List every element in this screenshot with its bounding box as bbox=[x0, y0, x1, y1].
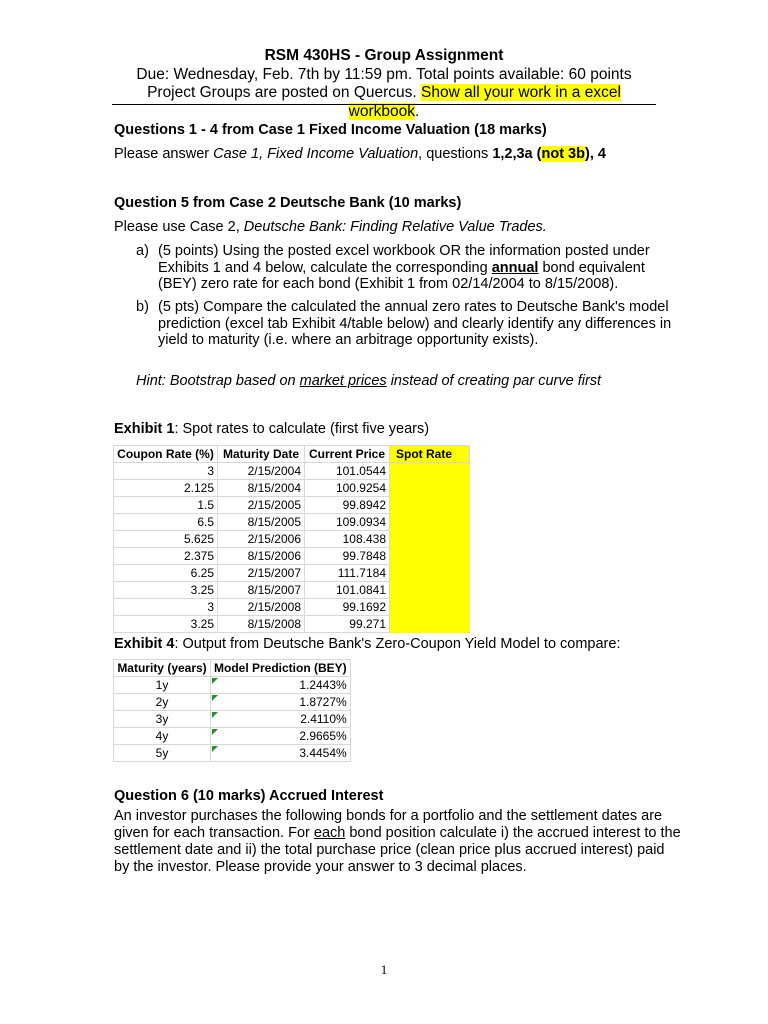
spot-rate-cell bbox=[390, 463, 470, 480]
table-cell: 5.625 bbox=[114, 531, 218, 548]
table-cell: 3 bbox=[114, 599, 218, 616]
table-cell: 2/15/2007 bbox=[218, 565, 305, 582]
exhibit4-label: Exhibit 4 bbox=[114, 636, 175, 652]
table-cell: 101.0841 bbox=[305, 582, 390, 599]
assignment-title: RSM 430HS - Group Assignment bbox=[264, 47, 504, 64]
exhibit1-caption-text: : Spot rates to calculate (first five years) bbox=[174, 421, 430, 437]
cell-flag-icon bbox=[212, 729, 218, 735]
groups-end: . bbox=[415, 103, 420, 120]
column-header: Model Prediction (BEY) bbox=[211, 660, 351, 677]
q5-intro-text: Please use Case 2, bbox=[114, 219, 244, 235]
table-row bbox=[114, 582, 470, 599]
q5b-line-3: yield to maturity (i.e. where an arbitrage opportunity exists). bbox=[158, 332, 539, 348]
exhibit1-label: Exhibit 1 bbox=[114, 421, 175, 437]
table-cell: 6.25 bbox=[114, 565, 218, 582]
table-row bbox=[114, 463, 470, 480]
table-row bbox=[114, 531, 470, 548]
q5-heading: Question 5 from Case 2 Deutsche Bank (10 marks) bbox=[114, 195, 462, 211]
q1-4-instructions bbox=[114, 146, 606, 163]
spot-rate-cell bbox=[390, 582, 470, 599]
q1-4-heading: Questions 1 - 4 from Case 1 Fixed Income Valuation (18 marks) bbox=[114, 122, 547, 138]
spot-rate-cell bbox=[390, 548, 470, 565]
each-emphasis: each bbox=[313, 825, 346, 841]
case2-title: Deutsche Bank: Finding Relative Value Trades. bbox=[243, 219, 547, 235]
annual-emphasis: annual bbox=[491, 259, 539, 276]
case1-title: Case 1, Fixed Income Valuation bbox=[213, 146, 419, 162]
q6-text: bond position calculate i) the accrued interest to the bbox=[345, 825, 681, 841]
hint-text: Hint: Bootstrap based on bbox=[136, 373, 300, 389]
table-row bbox=[114, 711, 351, 728]
table-row bbox=[114, 480, 470, 497]
q1-4-text: , questions bbox=[418, 146, 493, 162]
model-prediction-cell bbox=[211, 745, 351, 762]
q5-intro bbox=[114, 219, 547, 236]
cell-flag-icon bbox=[212, 678, 218, 684]
table-row bbox=[114, 497, 470, 514]
table-cell: 99.7848 bbox=[305, 548, 390, 565]
table-row bbox=[114, 616, 470, 633]
q6-heading: Question 6 (10 marks) Accrued Interest bbox=[114, 788, 384, 804]
exhibit4-table bbox=[113, 659, 351, 762]
maturity-cell: 4y bbox=[114, 728, 211, 745]
table-cell: 2/15/2006 bbox=[218, 531, 305, 548]
prediction-value: 2.9665% bbox=[299, 729, 347, 743]
cell-flag-icon bbox=[212, 746, 218, 752]
model-prediction-cell bbox=[211, 711, 351, 728]
maturity-cell: 1y bbox=[114, 677, 211, 694]
table-cell: 8/15/2006 bbox=[218, 548, 305, 565]
q5b-line-2: prediction (excel tab Exhibit 4/table below) and clearly identify any differences in bbox=[158, 315, 672, 332]
table-cell: 8/15/2005 bbox=[218, 514, 305, 531]
q6-line-3: settlement date and ii) the total purchase price (clean price plus accrued interest) paid bbox=[114, 842, 665, 858]
cell-flag-icon bbox=[212, 712, 218, 718]
exhibit4-caption-text: : Output from Deutsche Bank's Zero-Coupon Yield Model to compare: bbox=[174, 636, 621, 652]
question-list: 1,2,3a ( bbox=[492, 146, 542, 162]
spot-rate-cell bbox=[390, 480, 470, 497]
spot-rate-cell bbox=[390, 531, 470, 548]
table-cell: 2.125 bbox=[114, 480, 218, 497]
table-row bbox=[114, 514, 470, 531]
table-cell: 99.8942 bbox=[305, 497, 390, 514]
table-cell: 2.375 bbox=[114, 548, 218, 565]
column-header: Current Price bbox=[305, 446, 390, 463]
maturity-cell: 5y bbox=[114, 745, 211, 762]
excel-workbook-highlight: Show all your work in a excel workbook bbox=[348, 84, 621, 120]
list-marker-a: a) bbox=[136, 243, 149, 259]
due-line: Due: Wednesday, Feb. 7th by 11:59 pm. Total points available: 60 points bbox=[136, 66, 632, 83]
table-cell: 2/15/2008 bbox=[218, 599, 305, 616]
q6-line-4: by the investor. Please provide your answer to 3 decimal places. bbox=[114, 859, 527, 875]
table-cell: 99.1692 bbox=[305, 599, 390, 616]
exhibit1-table bbox=[113, 445, 470, 633]
table-row bbox=[114, 599, 470, 616]
table-cell: 3.25 bbox=[114, 616, 218, 633]
table-cell: 111.7184 bbox=[305, 565, 390, 582]
table-cell: 2/15/2004 bbox=[218, 463, 305, 480]
table-cell: 6.5 bbox=[114, 514, 218, 531]
exhibit1-caption bbox=[114, 421, 429, 438]
table-row bbox=[114, 677, 351, 694]
bootstrap-hint bbox=[136, 373, 601, 390]
cell-flag-icon bbox=[212, 695, 218, 701]
table-cell: 1.5 bbox=[114, 497, 218, 514]
question-list-end: ), 4 bbox=[584, 146, 606, 162]
table-row bbox=[114, 694, 351, 711]
maturity-cell: 3y bbox=[114, 711, 211, 728]
model-prediction-cell bbox=[211, 694, 351, 711]
not-3b-highlight: not 3b bbox=[541, 146, 585, 162]
table-cell: 101.0544 bbox=[305, 463, 390, 480]
prediction-value: 3.4454% bbox=[299, 746, 347, 760]
column-header: Maturity Date bbox=[218, 446, 305, 463]
spot-rate-cell bbox=[390, 599, 470, 616]
table-cell: 2/15/2005 bbox=[218, 497, 305, 514]
q5a-line-2 bbox=[158, 260, 650, 277]
table-cell: 3.25 bbox=[114, 582, 218, 599]
q5a-line-3: (BEY) zero rate for each bond (Exhibit 1 from 02/14/2004 to 8/15/2008). bbox=[158, 276, 619, 292]
q5a-text: bond equivalent bbox=[538, 259, 645, 276]
table-cell: 100.9254 bbox=[305, 480, 390, 497]
table-row bbox=[114, 745, 351, 762]
groups-text: Project Groups are posted on Quercus. bbox=[147, 84, 422, 101]
table-row bbox=[114, 565, 470, 582]
list-marker-b: b) bbox=[136, 299, 149, 315]
hint-text: instead of creating par curve first bbox=[386, 373, 602, 389]
model-prediction-cell bbox=[211, 677, 351, 694]
model-prediction-cell bbox=[211, 728, 351, 745]
page-number: 1 bbox=[380, 962, 388, 977]
column-header: Coupon Rate (%) bbox=[114, 446, 218, 463]
table-row bbox=[114, 728, 351, 745]
column-header: Spot Rate bbox=[390, 446, 470, 463]
table-cell: 108.438 bbox=[305, 531, 390, 548]
spot-rate-cell bbox=[390, 616, 470, 633]
table-cell: 8/15/2004 bbox=[218, 480, 305, 497]
q5a-text: Exhibits 1 and 4 below, calculate the corresponding bbox=[158, 259, 492, 276]
table-row bbox=[114, 548, 470, 565]
spot-rate-cell bbox=[390, 565, 470, 582]
prediction-value: 1.8727% bbox=[299, 695, 347, 709]
q6-line-1: An investor purchases the following bonds for a portfolio and the settlement dates are bbox=[114, 808, 663, 824]
header-rule bbox=[112, 104, 656, 105]
q5b-line-1: (5 pts) Compare the calculated the annual zero rates to Deutsche Bank's model bbox=[158, 299, 669, 315]
prediction-value: 1.2443% bbox=[299, 678, 347, 692]
table-cell: 109.0934 bbox=[305, 514, 390, 531]
prediction-value: 2.4110% bbox=[300, 712, 347, 726]
table-header-row bbox=[114, 446, 470, 463]
table-cell: 3 bbox=[114, 463, 218, 480]
spot-rate-cell bbox=[390, 514, 470, 531]
market-prices-emphasis: market prices bbox=[299, 373, 387, 389]
table-cell: 8/15/2007 bbox=[218, 582, 305, 599]
table-cell: 99.271 bbox=[305, 616, 390, 633]
exhibit4-caption bbox=[114, 636, 620, 653]
q6-line-2 bbox=[114, 825, 681, 842]
q5a-line-1: (5 points) Using the posted excel workbook OR the information posted under bbox=[158, 243, 650, 259]
groups-line bbox=[112, 83, 656, 121]
q6-text: given for each transaction. For bbox=[114, 825, 314, 841]
column-header: Maturity (years) bbox=[114, 660, 211, 677]
table-header-row bbox=[114, 660, 351, 677]
q1-4-text: Please answer bbox=[114, 146, 214, 162]
table-cell: 8/15/2008 bbox=[218, 616, 305, 633]
maturity-cell: 2y bbox=[114, 694, 211, 711]
spot-rate-cell bbox=[390, 497, 470, 514]
